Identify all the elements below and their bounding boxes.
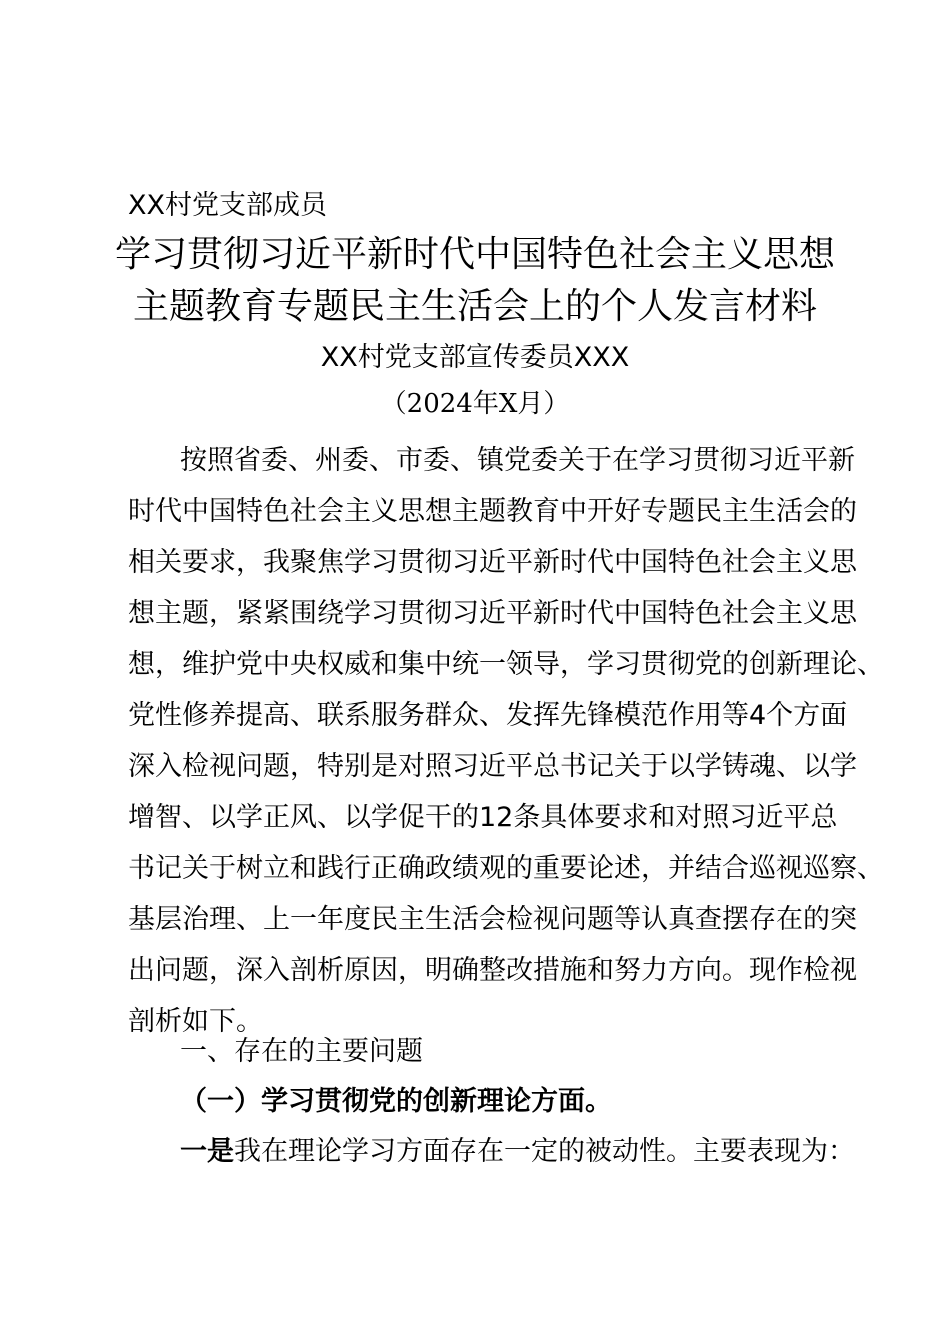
item-text: 我在理论学习方面存在一定的被动性。主要表现为： [234, 1136, 855, 1167]
organization-line: XX村党支部成员 [128, 190, 327, 221]
intro-paragraph [128, 435, 884, 1047]
paragraph-line: 想，维护党中央权威和集中统一领导，学习贯彻党的创新理论、 [128, 649, 884, 680]
item-lead: 一是 [180, 1136, 234, 1167]
item-paragraph [180, 1130, 855, 1174]
paragraph-line: 出问题，深入剖析原因，明确整改措施和努力方向。现作检视 [128, 955, 857, 986]
paragraph-line: 增智、以学正风、以学促干的12条具体要求和对照习近平总 [128, 802, 838, 833]
paragraph-line: 按照省委、州委、市委、镇党委关于在学习贯彻习近平新 [180, 445, 855, 476]
paragraph-line: 书记关于树立和践行正确政绩观的重要论述，并结合巡视巡察、 [128, 853, 884, 884]
subsection-heading: （一）学习贯彻党的创新理论方面。 [180, 1086, 612, 1117]
document-title-line-1: 学习贯彻习近平新时代中国特色社会主义思想 [114, 234, 835, 275]
document-title-line-2: 主题教育专题民主生活会上的个人发言材料 [132, 286, 817, 327]
date-line: （2024年X月） [380, 389, 570, 419]
paragraph-line: 剖析如下。 [128, 1006, 263, 1037]
paragraph-line: 深入检视问题，特别是对照习近平总书记关于以学铸魂、以学 [128, 751, 857, 782]
paragraph-line: 党性修养提高、联系服务群众、发挥先锋模范作用等4个方面 [128, 700, 848, 731]
paragraph-line: 相关要求，我聚焦学习贯彻习近平新时代中国特色社会主义思 [128, 547, 857, 578]
paragraph-line: 想主题，紧紧围绕学习贯彻习近平新时代中国特色社会主义思 [128, 598, 857, 629]
section-heading: 一、存在的主要问题 [180, 1036, 423, 1067]
author-line: XX村党支部宣传委员XXX [320, 342, 630, 373]
paragraph-line: 时代中国特色社会主义思想主题教育中开好专题民主生活会的 [128, 496, 857, 527]
paragraph-line: 基层治理、上一年度民主生活会检视问题等认真查摆存在的突 [128, 904, 857, 935]
